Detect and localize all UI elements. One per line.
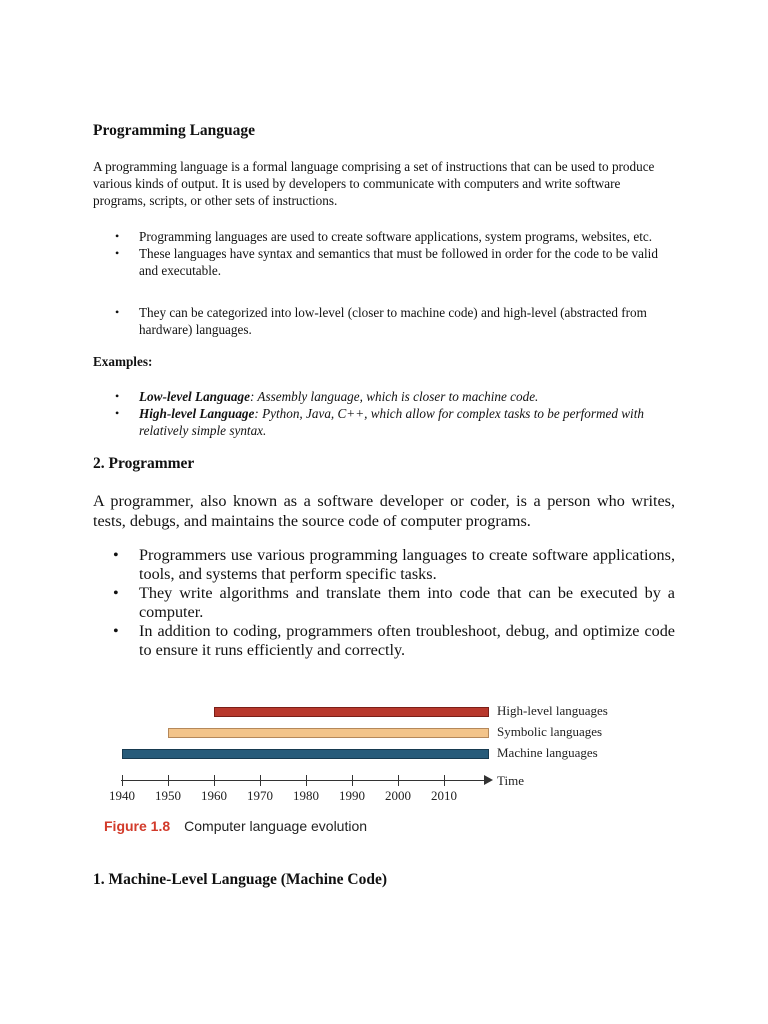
programmer-bullets xyxy=(93,546,675,660)
axis-year-label: 1940 xyxy=(109,788,135,803)
section-title-machine-level-language: 1. Machine-Level Language (Machine Code) xyxy=(93,871,388,888)
section-title-programming-language: Programming Language xyxy=(93,122,256,139)
examples-heading: Examples: xyxy=(93,354,153,369)
list-item: • These languages have syntax and semantics that must be followed in order for the code to be valid and executable. xyxy=(93,245,675,279)
list-item: • They write algorithms and translate them into code that can be executed by a computer. xyxy=(93,584,675,622)
examples-list xyxy=(93,388,675,439)
figure-number: Figure 1.8 xyxy=(104,818,171,834)
language-evolution-figure xyxy=(100,695,660,845)
axis-tick xyxy=(122,775,123,786)
axis-tick xyxy=(352,775,353,786)
list-item: • They can be categorized into low-level (closer to machine code) and high-level (abstracted from hardware) languages. xyxy=(93,304,675,338)
list-item: • Programming languages are used to create software applications, system programs, websites, etc. xyxy=(93,228,675,245)
section-title-programmer: 2. Programmer xyxy=(93,455,195,472)
bar-high-level-languages xyxy=(214,707,489,717)
label-symbolic-languages: Symbolic languages xyxy=(497,724,603,739)
axis-year-label: 2010 xyxy=(431,788,457,803)
axis-year-label: 1980 xyxy=(293,788,319,803)
programming-language-intro: A programming language is a formal language comprising a set of instructions that can be used to produce various kinds of output. It is used by developers to communicate with computers and write software programs, scripts, or other sets of instructions. xyxy=(93,159,655,208)
axis-tick xyxy=(214,775,215,786)
axis-tick xyxy=(168,775,169,786)
figure-caption-text: Computer language evolution xyxy=(184,818,368,834)
label-high-level-languages: High-level languages xyxy=(497,703,608,718)
programmer-intro: A programmer, also known as a software developer or coder, is a person who writes, tests, debugs, and maintains the source code of computer programs. xyxy=(93,492,675,530)
time-axis-arrow xyxy=(484,775,493,785)
list-item xyxy=(93,388,675,405)
list-item: • In addition to coding, programmers often troubleshoot, debug, and optimize code to ensure it runs efficiently and correctly. xyxy=(93,622,675,660)
axis-tick xyxy=(260,775,261,786)
axis-tick xyxy=(444,775,445,786)
axis-year-label: 1960 xyxy=(201,788,227,803)
programming-language-bullets-continued xyxy=(93,304,675,338)
axis-year-label: 2000 xyxy=(385,788,411,803)
list-item: • Programmers use various programming languages to create software applications, tools, and systems that perform specific tasks. xyxy=(93,546,675,584)
figure-caption xyxy=(104,818,367,834)
bar-machine-languages xyxy=(122,749,489,759)
time-axis-label: Time xyxy=(497,773,524,788)
axis-tick xyxy=(398,775,399,786)
label-machine-languages: Machine languages xyxy=(497,745,598,760)
example-term: High-level Language xyxy=(139,406,255,421)
bar-symbolic-languages xyxy=(168,728,489,738)
axis-year-label: 1950 xyxy=(155,788,181,803)
example-desc: : Python, Java, C++, which allow for complex tasks to be performed with relatively simple syntax. xyxy=(139,406,644,438)
programming-language-bullets xyxy=(93,228,675,279)
list-item xyxy=(93,405,675,439)
axis-year-label: 1990 xyxy=(339,788,365,803)
axis-tick xyxy=(306,775,307,786)
example-desc: : Assembly language, which is closer to machine code. xyxy=(249,389,539,404)
example-term: Low-level Language xyxy=(139,389,250,404)
time-axis xyxy=(121,780,486,781)
axis-year-label: 1970 xyxy=(247,788,273,803)
